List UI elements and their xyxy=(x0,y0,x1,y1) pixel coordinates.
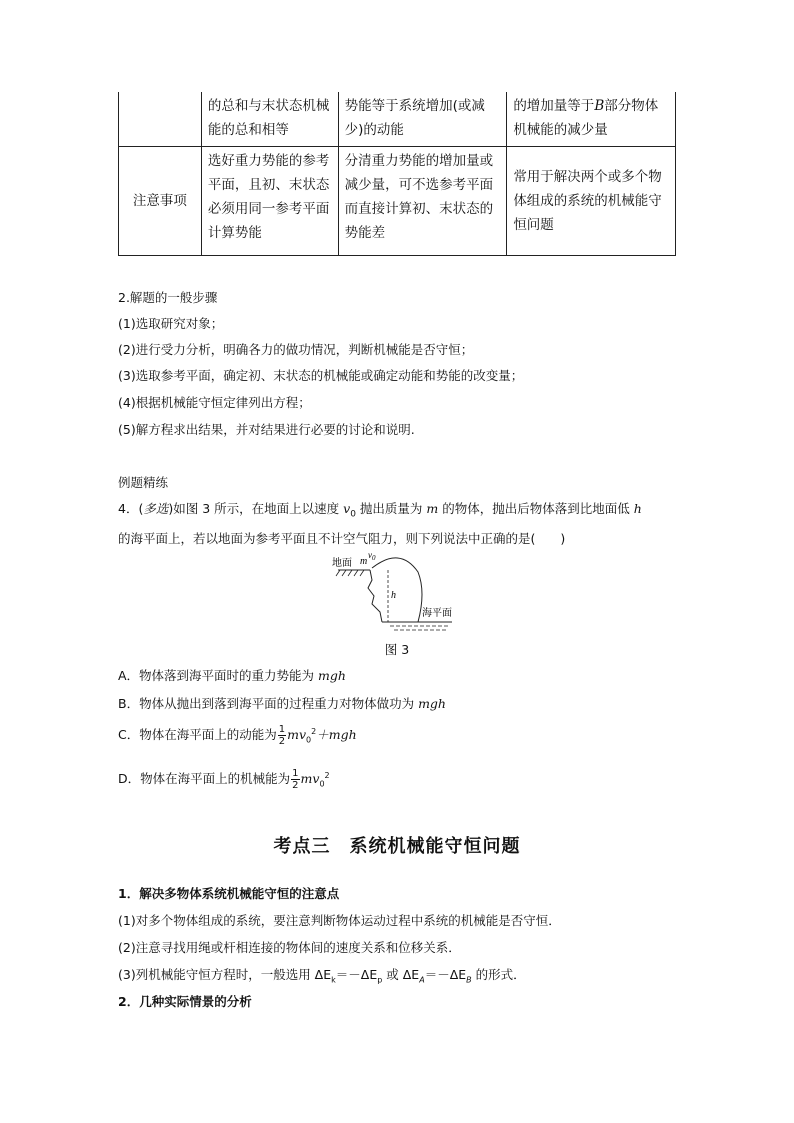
figure-3-diagram xyxy=(330,552,470,634)
table-cell: 选好重力势能的参考平面，且初、末状态必须用同一参考平面计算势能 xyxy=(201,147,338,256)
option-d xyxy=(118,768,330,791)
option-expr: ＋mgh xyxy=(316,727,357,742)
velocity-label: $v_0$ xyxy=(368,552,376,562)
option-text: A．物体落到海平面时的重力势能为 xyxy=(118,668,319,683)
section-heading: 考点三 系统机械能守恒问题 xyxy=(273,836,521,857)
ground-label: 地面 xyxy=(332,558,352,569)
sea-waves xyxy=(390,626,450,630)
cliff-edge xyxy=(368,570,382,622)
option-expr: mgh xyxy=(318,668,346,683)
comparison-table xyxy=(118,92,676,256)
option-expr: mv xyxy=(300,771,320,786)
cell-text: 的增加量等于 xyxy=(513,98,595,114)
question-number: 4．( xyxy=(118,501,144,516)
option-c xyxy=(118,724,357,747)
q-text: 的物体，抛出后物体落到比地面低 xyxy=(438,501,634,516)
point-item: (2)注意寻找用绳或杆相连接的物体间的速度关系和位移关系． xyxy=(118,940,461,955)
q-sub: 0 xyxy=(350,509,356,520)
table-cell: 常用于解决两个或多个物体组成的系统的机械能守恒问题 xyxy=(507,147,676,256)
figure-caption: 图 3 xyxy=(384,642,410,657)
option-text: C．物体在海平面上的动能为 xyxy=(118,727,277,742)
option-sub: 0 xyxy=(319,779,325,789)
option-sup: 2 xyxy=(324,770,330,780)
point-item: (3)列机械能守恒方程时，一般选用 $\Delta E_k=-\Delta E_p$ 或 $\Delta E_A=-\Delta E_B$ 的形式． xyxy=(118,967,526,985)
q-var: m xyxy=(426,501,439,516)
step-item: (1)选取研究对象； xyxy=(118,316,224,331)
option-sup: 2 xyxy=(311,726,317,736)
q-text: 的海平面上，若以地面为参考平面且不计空气阻力，则下列说法中正确的是( ) xyxy=(118,530,566,546)
table-cell: 的总和与末状态机械能的总和相等 xyxy=(201,92,338,147)
option-a xyxy=(118,666,346,684)
question-tag: 多选 xyxy=(143,501,169,516)
table-cell: 分清重力势能的增加量或减少量，可不选参考平面而直接计算初、末状态的势能差 xyxy=(338,147,507,256)
fraction: $\frac{1}{2}$ xyxy=(292,768,299,791)
point-item: (1)对多个物体组成的系统，要注意判断物体运动过程中系统的机械能是否守恒． xyxy=(118,913,561,928)
option-text: D．物体在海平面上的机械能为 xyxy=(118,771,291,786)
table-row xyxy=(119,92,676,147)
option-expr: mv xyxy=(287,727,307,742)
point-title: 2．几种实际情景的分析 xyxy=(118,994,252,1009)
table-cell: 势能等于系统增加(或减少)的动能 xyxy=(338,92,507,147)
table-cell xyxy=(119,92,202,147)
question-text xyxy=(118,497,678,551)
fraction: $\frac{1}{2}$ xyxy=(278,724,286,747)
q-var: v xyxy=(343,501,351,516)
step-item: (5)解方程求出结果，并对结果进行必要的讨论和说明. xyxy=(118,422,415,437)
option-sub: 0 xyxy=(306,735,312,745)
table-cell xyxy=(507,92,676,147)
cell-var: B xyxy=(594,98,605,114)
sea-label: 海平面 xyxy=(422,608,452,619)
option-b xyxy=(118,694,446,712)
step-item: (3)选取参考平面，确定初、末状态的机械能或确定动能和势能的改变量； xyxy=(118,368,524,383)
steps-title: 2.解题的一般步骤 xyxy=(118,290,218,305)
table-row xyxy=(119,147,676,256)
mass-label: m xyxy=(360,556,368,567)
q-var: h xyxy=(633,501,642,516)
step-item: (4)根据机械能守恒定律列出方程； xyxy=(118,395,311,410)
q-text: 抛出质量为 xyxy=(355,501,427,516)
option-text: B．物体从抛出到落到海平面的过程重力对物体做功为 xyxy=(118,696,419,711)
q-text: )如图 3 所示，在地面上以速度 xyxy=(168,501,344,516)
cell-text: 部分物体机械能的减少量 xyxy=(513,98,659,138)
table-cell-header: 注意事项 xyxy=(119,147,202,256)
step-item: (2)进行受力分析，明确各力的做功情况，判断机械能是否守恒； xyxy=(118,342,474,357)
point-title: 1．解决多物体系统机械能守恒的注意点 xyxy=(118,886,340,901)
height-label: h xyxy=(391,590,396,601)
option-expr: mgh xyxy=(418,696,446,711)
trajectory-curve xyxy=(372,558,422,622)
ground-hatch xyxy=(336,570,364,576)
section-label: 例题精练 xyxy=(118,475,169,490)
